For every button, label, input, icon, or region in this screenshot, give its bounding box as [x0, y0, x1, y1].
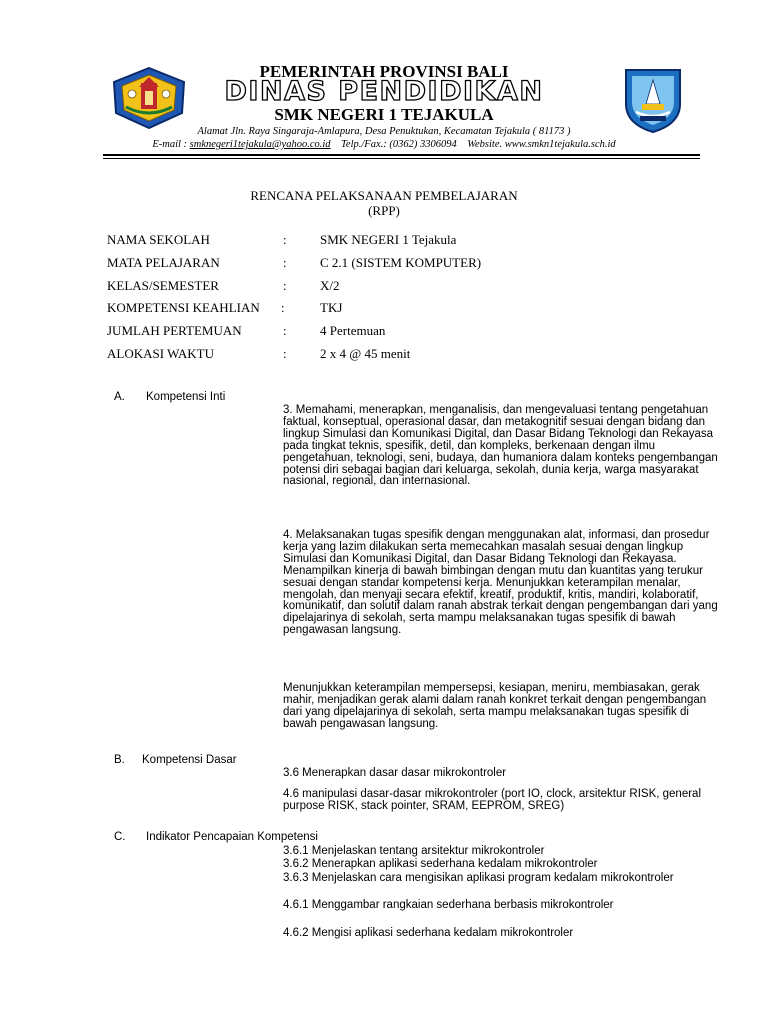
identity-value: TKJ [320, 300, 343, 315]
indicator-item: 4.6.1 Menggambar rangkaian sederhana berbasis mikrokontroler [283, 899, 614, 911]
ki-4-paragraph-continued: Menunjukkan keterampilan mempersepsi, kesiapan, meniru, membiasakan, gerak mahir, menjadikan gerak alami dalam ranah konkret terkait dengan pengembangan dari yang dipelajarinya di sekolah, serta mampu melaksanakan tugas spesifik di bawah pengawasan langsung. [283, 682, 707, 730]
identity-colon: : [283, 346, 287, 361]
identity-label: KELAS/SEMESTER [107, 278, 219, 293]
identity-value: C 2.1 (SISTEM KOMPUTER) [320, 255, 482, 270]
identity-label: MATA PELAJARAN [107, 255, 220, 270]
kd-item: 4.6 manipulasi dasar-dasar mikrokontroler (port IO, clock, arsitektur RISK, general purpose RISK, stack pointer, SRAM, EEPROM, SREG) [283, 788, 701, 812]
identity-value: 4 Pertemuan [320, 323, 386, 338]
identity-value: 2 x 4 @ 45 menit [320, 346, 411, 361]
section-c-title: Indikator Pencapaian Kompetensi [146, 831, 318, 843]
letterhead-rule-thick [103, 154, 700, 156]
school-name: SMK NEGERI 1 TEJAKULA [274, 105, 494, 124]
identity-value: X/2 [320, 278, 340, 293]
document-subtitle: (RPP) [368, 203, 400, 218]
identity-colon: : [283, 255, 287, 270]
identity-value: SMK NEGERI 1 Tejakula [320, 232, 457, 247]
indicator-item: 3.6.2 Menerapkan aplikasi sederhana kedalam mikrokontroler [283, 858, 598, 870]
identity-label: ALOKASI WAKTU [107, 346, 215, 361]
section-b-letter: B. [114, 754, 125, 766]
email-link[interactable]: smknegeri1tejakula@yahoo.co.id [189, 139, 331, 150]
contact-line [0, 139, 768, 150]
indicator-item: 3.6.3 Menjelaskan cara mengisikan aplikasi program kedalam mikrokontroler [283, 872, 674, 884]
email-label: E-mail : [152, 139, 188, 150]
identity-colon: : [283, 323, 287, 338]
identity-label: JUMLAH PERTEMUAN [107, 323, 242, 338]
indicator-item: 4.6.2 Mengisi aplikasi sederhana kedalam mikrokontroler [283, 927, 574, 939]
letterhead-rule-thin [103, 158, 700, 159]
website-text: Website. www.smkn1tejakula.sch.id [467, 139, 616, 150]
school-address: Alamat Jln. Raya Singaraja-Amlapura, Desa Penuktukan, Kecamatan Tejakula ( 81173 ) [197, 126, 571, 137]
ki-3-paragraph: 3. Memahami, menerapkan, menganalisis, dan mengevaluasi tentang pengetahuan faktual, konseptual, operasional dasar, dan metakognitif sesuai dengan bidang dan lingkup Simulasi dan Komunikasi Digital, dan Dasar Bidang Teknologi dan Rekayasa pada tingkat teknis, spesifik, detil, dan kompleks, berkenaan dengan ilmu pengetahuan, teknologi, seni, budaya, dan humaniora dalam konteks pengembangan potensi diri sebagai bagian dari keluarga, sekolah, dunia kerja, warga masyarakat nasional, regional, dan internasional. [283, 404, 718, 488]
ki-4-paragraph: 4. Melaksanakan tugas spesifik dengan menggunakan alat, informasi, dan prosedur kerja yang lazim dilakukan serta memecahkan masalah sesuai dengan lingkup Simulasi dan Komunikasi Digital, dan Dasar Bidang Teknologi dan Rekayasa. Menampilkan kinerja di bawah bimbingan dengan mutu dan kuantitas yang terukur sesuai dengan standar kompetensi kerja. Menunjukkan keterampilan menalar, mengolah, dan menyaji secara efektif, kreatif, produktif, kritis, mandiri, kolaboratif, komunikatif, dan solutif dalam ranah abstrak terkait dengan pengembangan dari yang dipelajarinya di sekolah, serta mampu melaksanakan tugas spesifik di bawah pengawasan langsung. [283, 529, 718, 637]
kd-item: 3.6 Menerapkan dasar dasar mikrokontroler [283, 767, 507, 779]
identity-label: KOMPETENSI KEAHLIAN [107, 300, 260, 315]
phone-text: Telp./Fax.: (0362) 3306094 [341, 139, 457, 150]
section-a-title: Kompetensi Inti [146, 391, 226, 403]
agency-name: DINAS PENDIDIKAN [224, 76, 544, 107]
section-a-letter: A. [114, 391, 125, 403]
identity-colon: : [281, 300, 285, 315]
government-name: PEMERINTAH PROVINSI BALI [259, 62, 509, 81]
section-c-letter: C. [114, 831, 126, 843]
identity-label: NAMA SEKOLAH [107, 232, 210, 247]
identity-colon: : [283, 278, 287, 293]
document-title: RENCANA PELAKSANAAN PEMBELAJARAN [250, 188, 518, 203]
indicator-item: 3.6.1 Menjelaskan tentang arsitektur mikrokontroler [283, 845, 545, 857]
section-b-title: Kompetensi Dasar [142, 754, 237, 766]
identity-colon: : [283, 232, 287, 247]
